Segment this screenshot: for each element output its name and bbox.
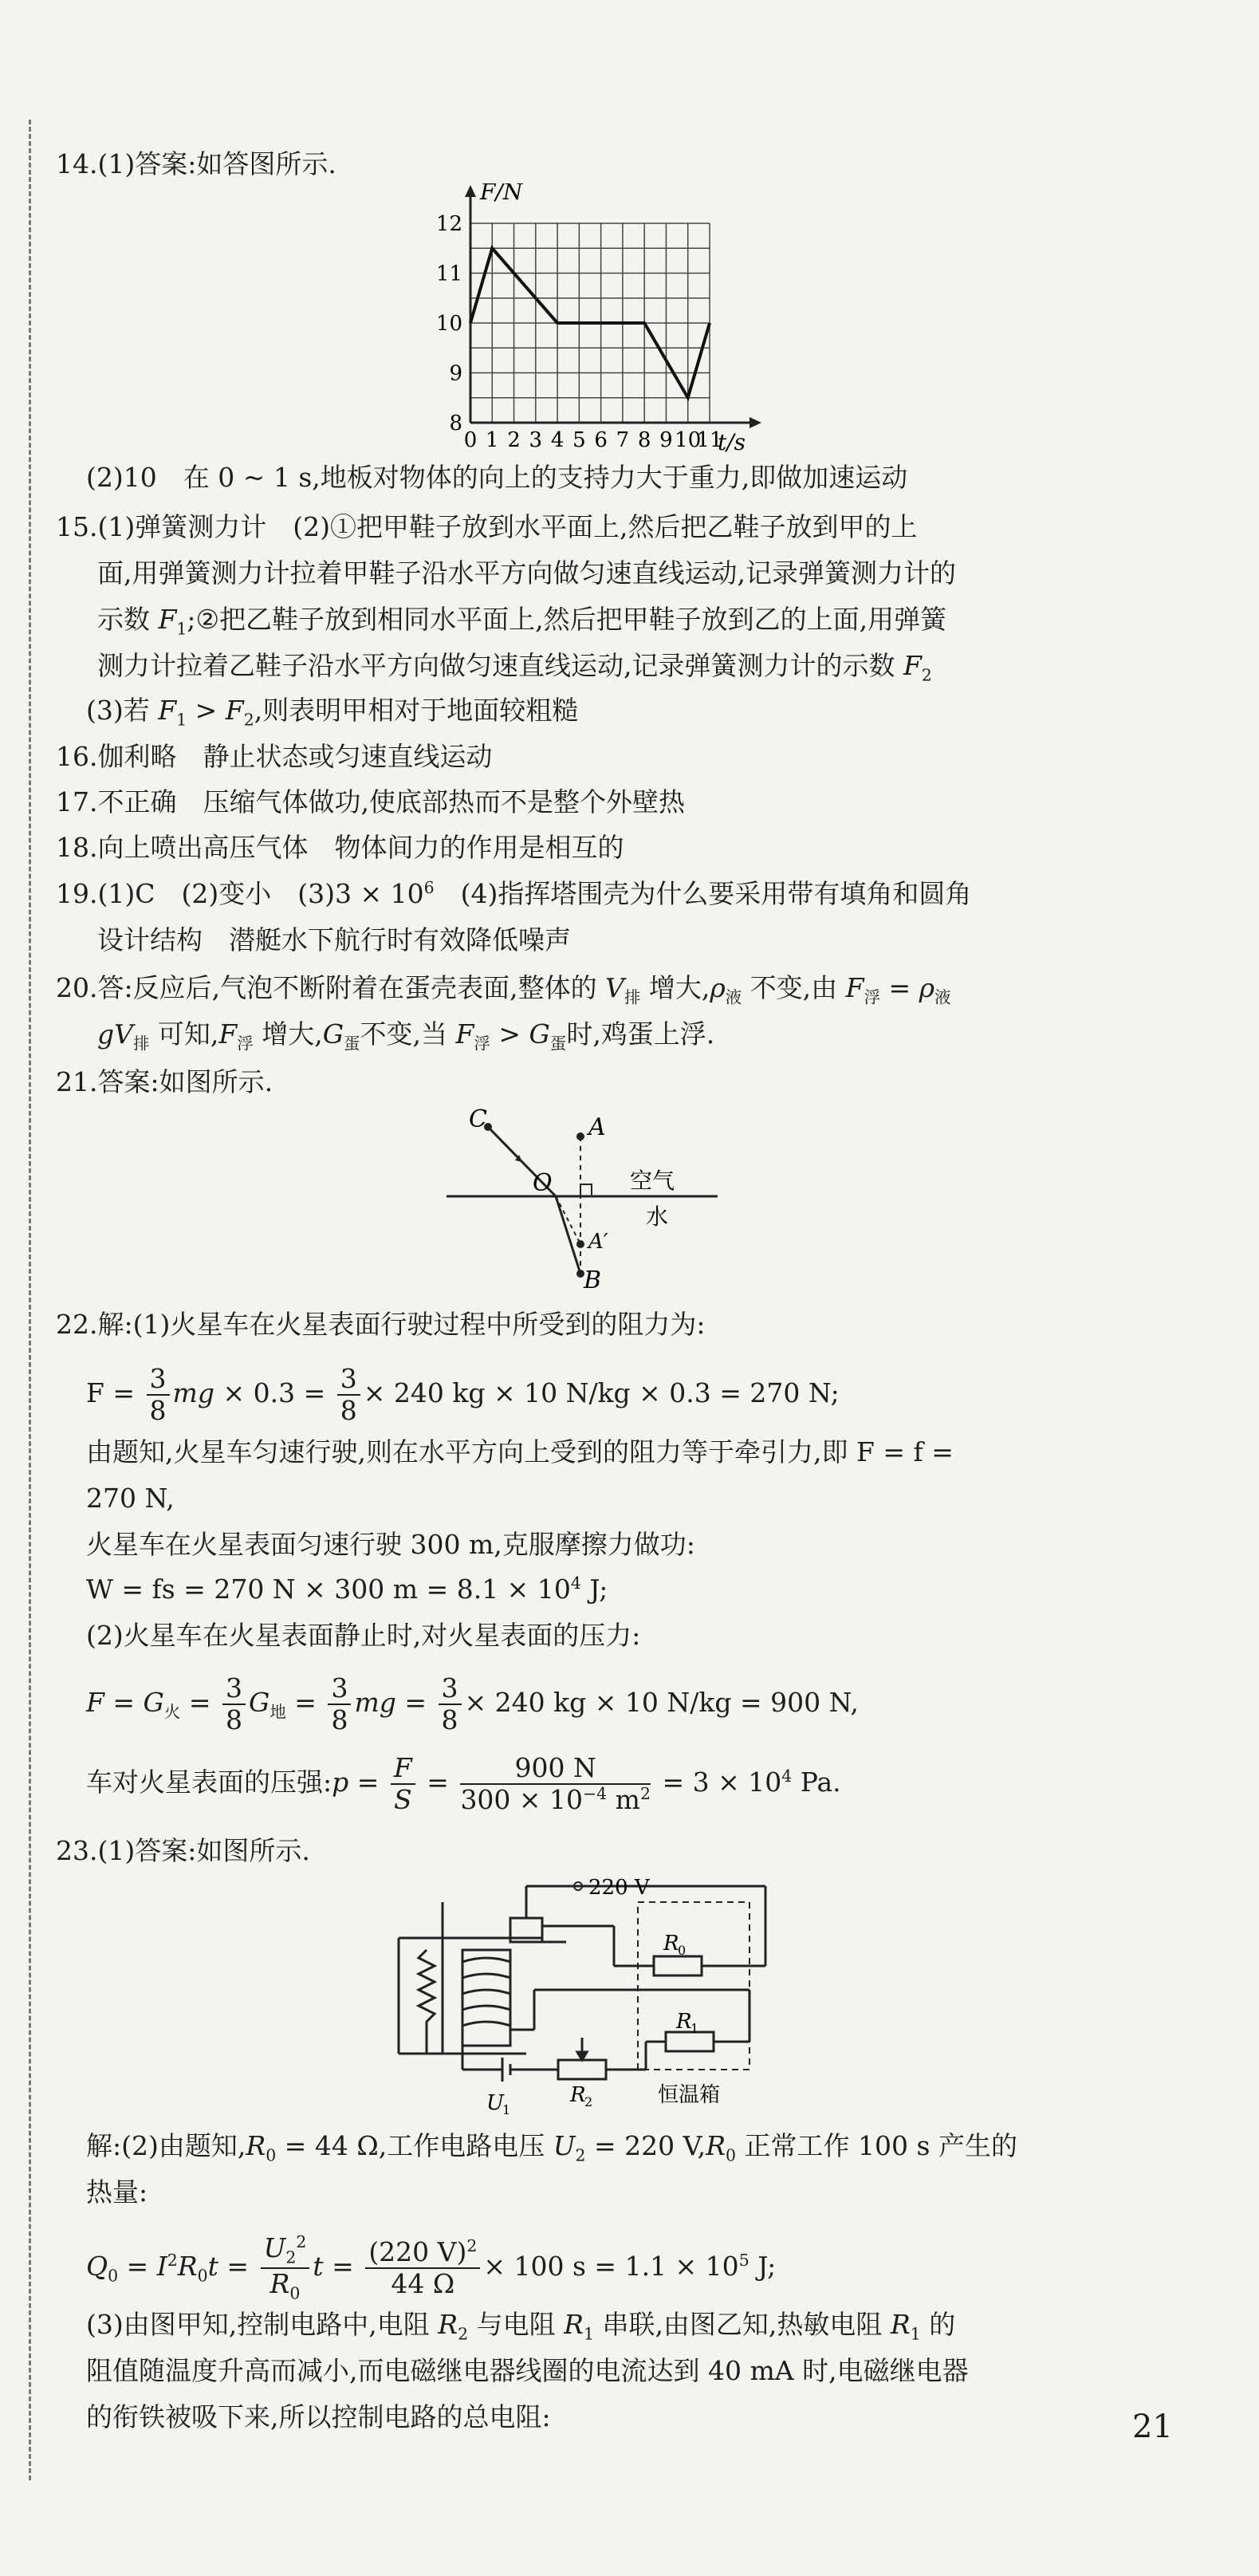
q23-q-unit: J; xyxy=(749,2251,777,2283)
label-thermostat-box: 恒温箱 xyxy=(658,2083,721,2107)
fraction-u2-r0: $\frac{U_2^2}{R_0}$ xyxy=(261,2233,310,2303)
den-unit: m xyxy=(607,1783,640,1815)
q21-answer-line: 21.答案:如图所示. xyxy=(56,1066,273,1097)
refraction-svg xyxy=(447,1097,734,1296)
q22-f1a: F = xyxy=(86,1377,144,1408)
q20-line-2: $gV_排$ 可知$,F_浮$ 增大$,G_蛋$不变,当 $F_浮 > G_蛋$时,鸡蛋上浮. xyxy=(97,1018,715,1054)
x-tick-label: 11 xyxy=(696,428,723,452)
sub-dan-2: 蛋 xyxy=(549,1034,567,1054)
label-c: C xyxy=(469,1105,487,1133)
q22-line-3: 由题知,火星车匀速行驶,则在水平方向上受到的阻力等于牵引力,即 F = f = xyxy=(86,1436,954,1467)
force-time-chart-svg xyxy=(431,183,773,459)
relay-circuit-diagram xyxy=(383,1870,773,2117)
q19-line-1b: (4)指挥塔围壳为什么要采用带有填角和圆角 xyxy=(434,878,972,909)
q15-line-4: 测力计拉着乙鞋子沿水平方向做匀速直线运动,记录弹簧测力计的示数 $F_2$ xyxy=(97,650,932,685)
x-tick-label: 2 xyxy=(507,428,521,452)
q15-line-3b: ;②把乙鞋子放到相同水平面上,然后把甲鞋子放到乙的上面,用弹簧 xyxy=(187,604,947,635)
frac-num-c: 3 xyxy=(222,1673,246,1705)
frac-den-e: 8 xyxy=(441,1704,458,1735)
q20-line-2e: 时,鸡蛋上浮. xyxy=(566,1018,715,1050)
q22-line-1: 22.解:(1)火星车在火星表面行驶过程中所受到的阻力为: xyxy=(56,1309,706,1340)
q22-l9b: = 3 × 10 xyxy=(654,1766,782,1798)
frac-num-e: 3 xyxy=(439,1673,462,1705)
q22-l9a: 车对火星表面的压强: xyxy=(86,1766,332,1798)
fraction-220-44: $\frac{(220 V)^2}{44 \Omega}$ xyxy=(365,2237,480,2299)
label-r2-sub: 2 xyxy=(584,2094,593,2109)
label-a: A xyxy=(588,1113,606,1141)
binding-margin-line xyxy=(29,120,31,2480)
frac-num-b: 3 xyxy=(337,1364,360,1396)
label-r1-sub: 1 xyxy=(690,2021,699,2036)
sub-fu: 浮 xyxy=(864,987,881,1007)
label-220v: 220 V xyxy=(588,1876,650,1900)
q23-line-2: 解:(2)由题知$,R_0 = 44$ Ω,工作电路电压 $U_2 = 220$ $V,R_0$ 正常工作 100 s 产生的 xyxy=(86,2130,1017,2165)
label-u1: U xyxy=(486,2091,504,2115)
q19-line-2: 设计结构 潜艇水下航行时有效降低噪声 xyxy=(97,924,571,955)
q20-line-1: 20.答:反应后,气泡不断附着在蛋壳表面,整体的 $V_排$ 增大$,\rho_液$ 不变,由 $F_浮 = \rho_液$ xyxy=(56,972,951,1007)
label-r0: R xyxy=(663,1932,679,1956)
y-tick-label: 12 xyxy=(435,212,462,236)
frac-den-c: 8 xyxy=(226,1704,242,1735)
q22-l9c: Pa. xyxy=(792,1766,841,1798)
y-tick-label: 11 xyxy=(435,262,462,286)
frac-220v: (220 V) xyxy=(368,2236,467,2268)
q23-l2d: 正常工作 100 s 产生的 xyxy=(736,2130,1017,2161)
q23-heat-formula: $Q_0 = I^2R_0t$ = $\frac{U_2^2}{R_0}$ t = $\frac{(220 V)^2}{44 \Omega}$ × 100 $s = 1.1 \times 10^5$ J; xyxy=(86,2232,777,2303)
label-r1: R xyxy=(676,2010,692,2034)
y-tick-label: 10 xyxy=(435,312,462,336)
q15-line-5b: ,则表明甲相对于地面较粗糙 xyxy=(254,695,579,726)
y-axis-label: F/N xyxy=(480,183,523,205)
q22-line-5: 火星车在火星表面匀速行驶 300 m,克服摩擦力做功: xyxy=(86,1529,695,1560)
fraction-3-8 xyxy=(147,1364,170,1426)
q22-l6a: W = fs = 270 N × 300 m = 8.1 × 10 xyxy=(86,1574,571,1605)
q15-line-5: (3)若 $F_1 > F_2$,则表明甲相对于地面较粗糙 xyxy=(86,695,579,730)
sub-ye: 液 xyxy=(725,987,742,1007)
x-tick-label: 1 xyxy=(485,428,499,452)
label-air: 空气 xyxy=(630,1168,675,1194)
sub-fu-2: 浮 xyxy=(237,1034,254,1054)
q23-l2c: = 220 V, xyxy=(585,2130,706,2161)
q15-line-3a: 示数 xyxy=(97,604,159,635)
q17-line: 17.不正确 压缩气体做功,使底部热而不是整个外壁热 xyxy=(56,786,685,817)
x-tick-label: 8 xyxy=(637,428,651,452)
x-tick-label: 4 xyxy=(550,428,565,452)
sub-ye-2: 液 xyxy=(934,987,951,1007)
fraction-3-8-d xyxy=(328,1673,351,1735)
sub-di: 地 xyxy=(270,1702,286,1722)
q23-line-6: 阻值随温度升高而减小,而电磁继电器线圈的电流达到 40 mA 时,电磁继电器 xyxy=(86,2355,969,2386)
label-u1-sub: 1 xyxy=(502,2102,511,2117)
q19-exponent: 6 xyxy=(423,878,435,897)
q22-formula-1: F = $\frac{3}{8}$ mg × 0.3 = $\frac{3}{8}$ × 240 kg × 10 N/kg × 0.3 = 270 N; xyxy=(86,1363,840,1426)
frac-den-d: 8 xyxy=(331,1704,348,1735)
page-number: 21 xyxy=(1132,2409,1173,2445)
q23-l2b: = 44 Ω,工作电路电压 xyxy=(276,2130,553,2161)
q14-answer-line: 14.(1)答案:如答图所示. xyxy=(56,148,336,179)
q20-line-1b: 增大, xyxy=(640,972,710,1003)
q15-line-2: 面,用弹簧测力计拉着甲鞋子沿水平方向做匀速直线运动,记录弹簧测力计的 xyxy=(97,557,956,589)
fraction-3-8-c xyxy=(222,1673,246,1735)
q22-formula-2: $F = G_火$ = $\frac{3}{8}$ $G_地$ = $\frac{3}{8}$ mg = $\frac{3}{8}$ × 240 kg × 10 N/kg = 900 N, xyxy=(86,1672,859,1735)
x-tick-label: 7 xyxy=(616,428,630,452)
sub-pai-2: 排 xyxy=(132,1034,150,1054)
q22-f2c: × 240 kg × 10 N/kg = 900 N, xyxy=(464,1686,859,1718)
q22-pressure-line: 车对火星表面的压强:p = $\frac{F}{S}$ = $\frac{900 N}{300 \times 10^{-4} m^2}$ = $3 \times 10^4$ Pa. xyxy=(86,1752,841,1815)
q15-line-1: 15.(1)弹簧测力计 (2)①把甲鞋子放到水平面上,然后把乙鞋子放到甲的上 xyxy=(56,511,918,542)
frac-num: 3 xyxy=(147,1364,170,1396)
q15-line-5a: (3)若 xyxy=(86,695,159,726)
q22-f1b: × 0.3 = xyxy=(222,1377,334,1408)
x-tick-label: 0 xyxy=(463,428,478,452)
q23-line-5: (3)由图甲知,控制电路中,电阻 $R_2$ 与电阻 $R_1$ 串联,由图乙知,热敏电阻 $R_1$ 的 xyxy=(86,2309,956,2344)
frac-num-d: 3 xyxy=(328,1673,351,1705)
label-b: B xyxy=(584,1266,602,1294)
x-axis-label: t/s xyxy=(718,429,746,455)
q20-line-2b: 可知, xyxy=(149,1018,219,1050)
force-time-chart xyxy=(431,183,773,459)
q23-l5c: 串联,由图乙知,热敏电阻 xyxy=(593,2309,891,2340)
fraction-900-300 xyxy=(460,1753,651,1815)
q23-l5d: 的 xyxy=(920,2309,956,2340)
q22-l9-exponent: 4 xyxy=(781,1766,793,1786)
x-tick-label: 6 xyxy=(594,428,608,452)
q23-l5b: 与电阻 xyxy=(468,2309,565,2340)
y-tick-label: 9 xyxy=(449,361,462,386)
q20-line-1c: 不变,由 xyxy=(742,972,846,1003)
x-tick-label: 3 xyxy=(529,428,543,452)
relay-circuit-svg xyxy=(383,1870,773,2117)
frac-300: $300 \times 10^{-4}$ $m^2$ xyxy=(460,1783,651,1815)
q23-q-exponent: 5 xyxy=(738,2251,749,2271)
q22-f1c: × 240 kg × 10 N/kg × 0.3 = 270 N; xyxy=(363,1377,840,1408)
q23-line-7: 的衔铁被吸下来,所以控制电路的总电阻: xyxy=(86,2401,551,2432)
label-r0-sub: 0 xyxy=(678,1943,687,1958)
sub-fu-3: 浮 xyxy=(474,1034,490,1054)
q15-line-3: 示数 $F_1;②$把乙鞋子放到相同水平面上,然后把甲鞋子放到乙的上面,用弹簧 xyxy=(97,604,947,639)
fraction-f-s: $\frac{F}{S}$ xyxy=(391,1753,415,1815)
fraction-3-8-e xyxy=(439,1673,462,1735)
q19-line-1 xyxy=(56,877,971,910)
label-water: 水 xyxy=(646,1203,669,1230)
x-tick-label: 5 xyxy=(572,428,586,452)
label-o: O xyxy=(533,1169,553,1197)
q19-line-1a: 19.(1)C (2)变小 (3)3 × 10 xyxy=(56,878,424,909)
label-r2: R xyxy=(570,2083,586,2107)
sub-dan: 蛋 xyxy=(344,1034,360,1054)
q23-q-tail: × 100 s = 1.1 × 10 xyxy=(483,2251,739,2283)
q22-line-4: 270 N, xyxy=(86,1483,175,1514)
q18-line: 18.向上喷出高压气体 物体间力的作用是相互的 xyxy=(56,832,624,863)
q22-line-7: (2)火星车在火星表面静止时,对火星表面的压力: xyxy=(86,1620,641,1651)
label-a-prime: A′ xyxy=(588,1230,608,1254)
q16-line: 16.伽利略 静止状态或匀速直线运动 xyxy=(56,741,493,772)
x-axis-arrow xyxy=(749,417,761,428)
q23-line-3: 热量: xyxy=(86,2176,148,2208)
q14-part2-line: (2)10 在 0 ~ 1 s,地板对物体的向上的支持力大于重力,即做加速运动 xyxy=(86,462,908,493)
sub-pai: 排 xyxy=(624,987,641,1007)
q23-answer-line: 23.(1)答案:如图所示. xyxy=(56,1835,310,1866)
x-tick-label: 10 xyxy=(675,428,702,452)
q15-line-4a: 测力计拉着乙鞋子沿水平方向做匀速直线运动,记录弹簧测力计的示数 xyxy=(97,650,903,681)
q20-line-2d: 不变,当 xyxy=(360,1018,456,1050)
fraction-3-8-b xyxy=(337,1364,360,1426)
q23-l2a: 解:(2)由题知, xyxy=(86,2130,246,2161)
y-axis-arrow xyxy=(465,185,476,197)
x-tick-label: 9 xyxy=(659,428,673,452)
q22-line-6 xyxy=(86,1573,608,1605)
q22-l6b: J; xyxy=(580,1574,608,1605)
sub-huo: 火 xyxy=(163,1702,181,1722)
frac-44ohm: 44 Ω xyxy=(391,2268,455,2300)
q20-line-1a: 20.答:反应后,气泡不断附着在蛋壳表面,整体的 xyxy=(56,972,606,1003)
frac-den: 8 xyxy=(149,1394,167,1426)
y-tick-label: 8 xyxy=(449,412,462,435)
frac-den-b: 8 xyxy=(340,1394,357,1426)
den-exponent: −4 xyxy=(583,1783,608,1803)
q22-l6-exponent: 4 xyxy=(570,1574,581,1593)
q20-line-2c: 增大, xyxy=(253,1018,323,1050)
den-300: 300 × 10 xyxy=(460,1783,584,1815)
q23-l5a: (3)由图甲知,控制电路中,电阻 xyxy=(86,2309,439,2340)
frac-900: 900 N xyxy=(460,1753,651,1785)
refraction-diagram xyxy=(447,1097,734,1296)
